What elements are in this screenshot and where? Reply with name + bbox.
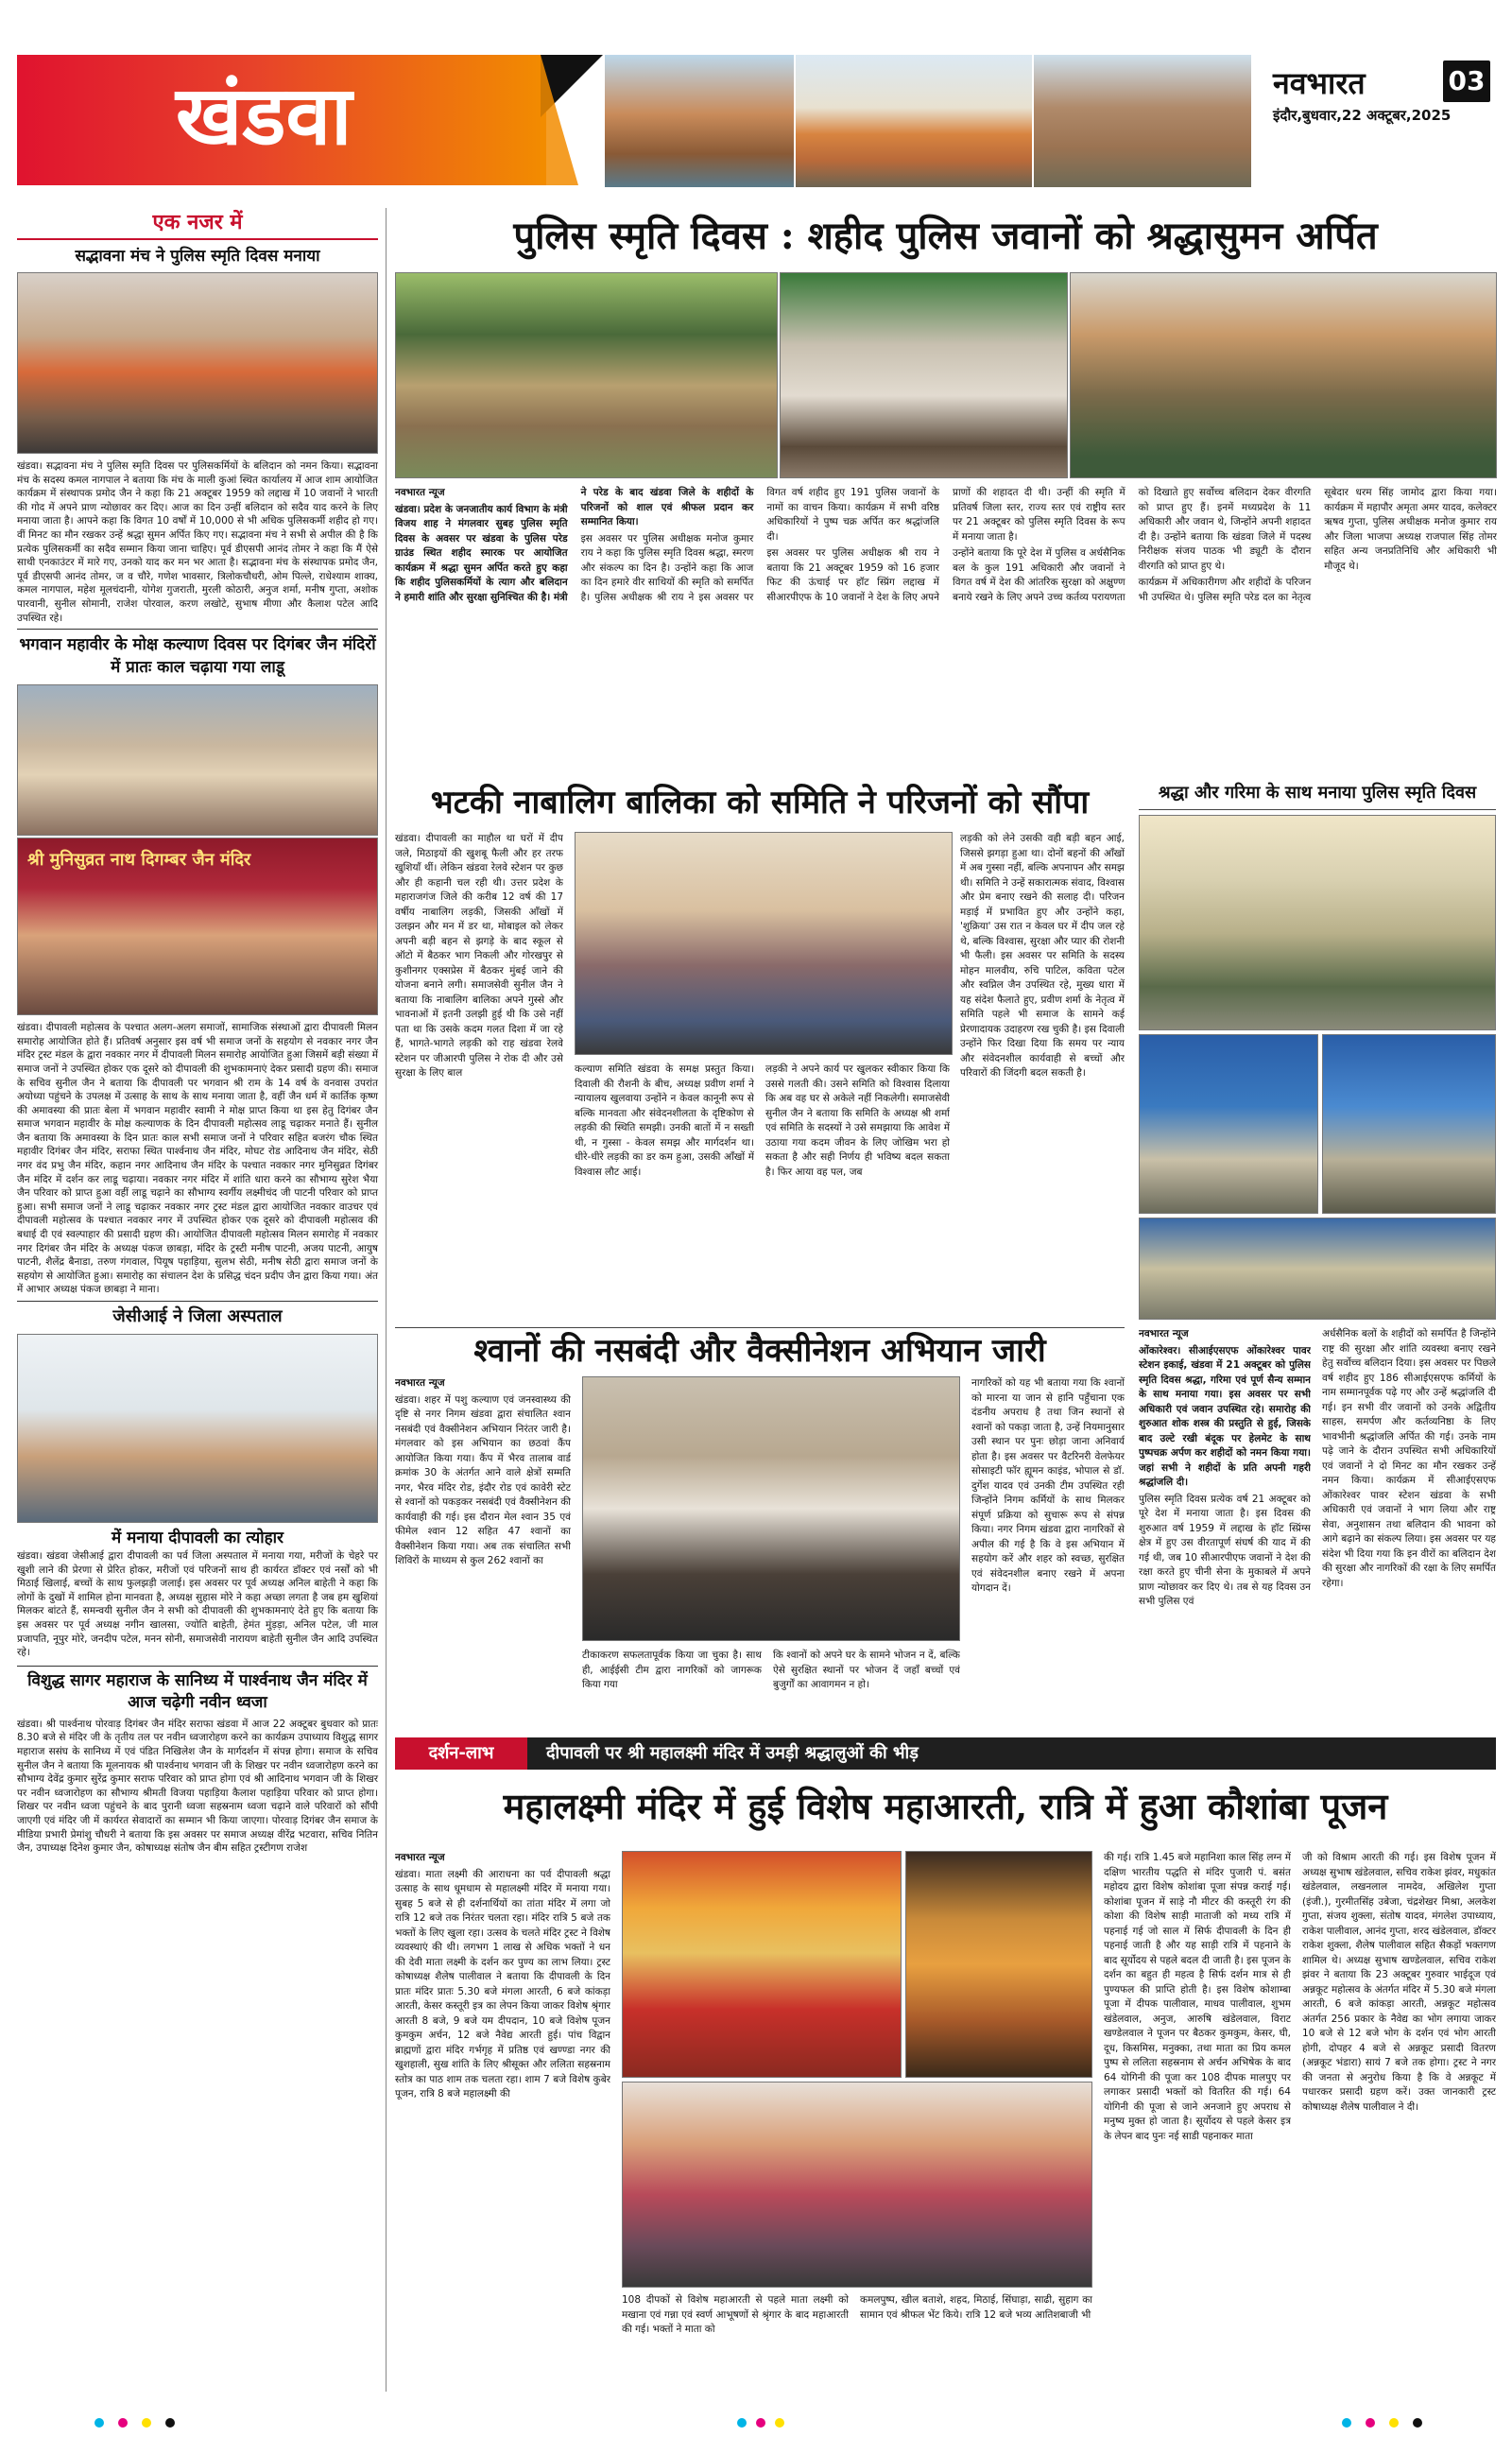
sidebar-story-1 (17, 246, 378, 625)
paragraph: इस अवसर पर पुलिस अधीक्षक मनोज कुमार राय ने कहा कि पुलिस स्मृति दिवस श्रद्धा, स्मरण और संकल्प का दिन है। उन्होंने कहा कि आज का दिन हमारे वीर साथियों की स्मृति को समर्पित है। पुलिस अधीक्षक श्री राय ने इस अवसर पर विगत वर्ष शहीद हुए 191 पुलिस जवानों के नामों का वाचन किया। कार्यक्रम में सभी वरिष्ठ अधिकारियों ने पुष्प चक्र अर्पित कर श्रद्धांजलि दी। (580, 487, 939, 603)
sidebar-story-1-body: खंडवा। सद्भावना मंच ने पुलिस स्मृति दिवस पर पुलिसकर्मियों के बलिदान को नमन किया। सद्भावना मंच के सदस्य कमल नागपाल ने बताया कि मंच के माली कुआं स्थित कार्यालय में आज शाम आयोजित कार्यक्रम में संस्थापक प्रमोद जैन ने कहा कि 21 अक्टूबर 1959 को लद्दाख में 10 जवानों ने भारती की गोद में अपने प्राण न्योछावर कर दिए। आज का दिन उन्हीं बलिदान को सदैव याद करने के लिए मनाया जाता है। आपने कहा कि विगत 10 वर्षों में 10,000 से भी अधिक पुलिसकर्मी शहीद हो गए। वीं मिनट का मौन रखकर उन्हें श्रद्धा सुमन अर्पित किए गए। सद्भावना मंच ने सभी से अपील की है कि प्रत्येक पुलिसकर्मी का सदैव सम्मान किया जाना चाहिए। पूर्व डीएसपी आनंद तोमर ने कहा कि मैं ऐसे साथी एनकाउंटर में मारे गए, उनको याद कर मन भर आता है। सद्भावना मंच के संस्थापक प्रमोद जैन, पूर्व डीएसपी आनंद तोमर, ज व चौरे, गणेश भावसार, त्रिलोकचौधरी, ओम पिल्ले, राधेश्याम शाक्य, कमल नागपाल, महेश मूलचंदानी, योगेश गुजराती, मुरली कोठारी, अनुज शर्मा, मनीष गुप्ता, अशोक पारवानी, सुनील सोमानी, राजेश पोरवाल, करण लखोटे, सुभाष मीणा और कैलाश पटेल आदि उपस्थित रहे। (17, 460, 378, 624)
mahalakshmi-caption-2: कमलपुष्प, खील बताशे, शहद, मिठाई, सिंघाड़ा, साढी, सुहाग का सामान एवं श्रीफल भेंट किये। रात्रि 12 बजे भव्य आतिशबाजी भी (860, 2294, 1092, 2321)
registration-dot (118, 2418, 128, 2428)
sidebar-story-3-subtitle: में मनाया दीपावली का त्योहार (111, 1529, 284, 1547)
registration-dot (94, 2418, 104, 2428)
article-mahalakshmi-title: महालक्ष्मी मंदिर में हुई विशेष महाआरती, रात्रि में हुआ कौशांबा पूजन (503, 1785, 1388, 1827)
dog-vaccination-photo (582, 1376, 960, 1641)
header-photo-fort (1034, 55, 1251, 187)
mahalakshmi-col-1 (395, 1851, 610, 2397)
registration-dot (142, 2418, 151, 2428)
lead-paragraph: ओंकारेश्वर। सीआईएसएफ ओंकारेश्वर पावर स्टेशन इकाई, खंडवा में 21 अक्टूबर को पुलिस स्मृति दिवस श्रद्धा, गरिमा एवं पूर्ण सैन्य सम्मान के साथ मनाया गया। इस अवसर पर सभी अधिकारी एवं जवान उपस्थित रहे। समारोह की शुरुआत शोक शस्त्र की प्रस्तुति से हुई, जिसके बाद उल्टे रखी बंदूक पर हेलमेट के साथ पुष्पचक्र अर्पण कर शहीदों को नमन किया गया। जहां सभी ने शहीदों के प्रति अपनी गहरी श्रद्धांजलि दी। (1139, 1344, 1311, 1488)
article-police-day-title: पुलिस स्मृति दिवस : शहीद पुलिस जवानों को श्रद्धासुमन अर्पित (513, 214, 1378, 258)
cisf-photo-2 (1139, 1034, 1318, 1214)
article-minor-girl-title: भटकी नाबालिग बालिका को समिति ने परिजनों को सौंपा (430, 784, 1090, 821)
page-number: 03 (1443, 60, 1490, 102)
minor-girl-col-1: खंडवा। दीपावली का माहौल था घरों में दीप जले, मिठाइयों की खुशबू फैली और हर तरफ खुशियाँ थीं। लेकिन खंडवा रेलवे स्टेशन पर कुछ और ही कहानी चल रही थी। उत्तर प्रदेश के महाराजगंज जिले की करीब 12 वर्ष की 17 वर्षीय नाबालिग लड़की, जिसकी आँखों में उलझन और मन में डर था, मोबाइल को लेकर अपनी बड़ी बहन से झगड़े के बाद स्कूल से ऑटो में बैठकर भाग निकली और गोरखपुर से कुशीनगर एक्सप्रेस में बैठकर मुंबई जाने की योजना बनाने लगी। समाजसेवी सुनील जैन ने बताया कि नाबालिग बालिका अपने गुस्से और भावनाओं में इतनी उलझी हुई थी कि उसे नहीं पता था कि उसके कदम गलत दिशा में जा रहे हैं, भागते-भागते लड़की को राह खंडवा रेलवे स्टेशन पर जीआरपी पुलिस ने रोक दी और उसे सुरक्षा के लिए बाल (395, 833, 563, 1079)
sidebar-story-2 (17, 629, 378, 1297)
priest-aarti-photo (905, 1851, 1092, 2078)
article-police-day (395, 208, 1496, 775)
dateline: नवभारत न्यूज (395, 1852, 445, 1863)
devotees-crowd-photo (622, 2082, 1092, 2288)
masthead (0, 0, 1512, 203)
paragraph: कार्यक्रम में अधिकारीगण और शहीदों के परिजन भी उपस्थित थे। पुलिस स्मृति परेड दल का नेतृत्व सूबेदार धरम सिंह जामोद द्वारा किया गया। कार्यक्रम में महापौर अमृता अमर यादव, कलेक्टर ऋषव गुप्ता, पुलिस अधीक्षक मनोज कुमार राय और जिला भाजपा अध्यक्ष राजपाल सिंह तोमर सहित अन्य जनप्रतिनिधि और अधिकारी भी मौजूद थे। (1138, 487, 1497, 603)
article-dogs (395, 1327, 1125, 1734)
sidebar-story-4-body: खंडवा। श्री पार्श्वनाथ पोरवाड़ दिगंबर जैन मंदिर सराफा खंडवा में आज 22 अक्टूबर बुधवार को प्रातः 8.30 बजे से मंदिर जी के तृतीय तल पर नवीन ध्वजारोहण करने का कार्यक्रम उपाध्याय विशुद्ध सागर महाराज ससंघ के सानिध्य में एवं पंडित निखिलेश जैन के मार्गदर्शन में संपन्न होगा। समाज के सचिव सुनील जैन ने बताया कि मूलनायक श्री पार्श्वनाथ भगवान जी के शिखर पर नवीन ध्वजारोहण करने का सौभाग्य देवेंद्र कुमार सुरेंद्र कुमार सराफ परिवार को प्राप्त होगा एवं श्री आदिनाथ भगवान जी के शिखर पर नवीन ध्वजारोहण का सौभाग्य श्रीमती विजया पहाड़िया कैलाश पहाड़िया परिवार को प्राप्त होगा। शिखर पर नवीन ध्वजा पहुंचने के बाद पुरानी ध्वजा सहस्रनाम ध्वजा चढ़ाने वाले परिवारों को सौंपी जाएगी एवं मंदिर जी में कार्यरत सेवादारों का सम्मान भी किया जाएगा। पोरवाड़ दिगंबर जैन समाज के मीडिया प्रभारी प्रेमांशु चौधरी ने बताया कि इस अवसर पर समाज अध्यक्ष वीरेंद्र भटवारा, सचिव नितिन जैन, उपाध्यक्ष दिनेश कुमार जैन, कोषाध्यक्ष संतोष जैन बीम सहित ट्रस्टीगण राजेश (17, 1718, 378, 1855)
print-registration-bar (0, 2409, 1512, 2437)
minor-girl-col-3: लड़की ने अपने कार्य पर खुलकर स्वीकार किया कि उससे गलती की। उसने समिति को विश्वास दिलाया कि अब वह घर से अकेले नहीं निकलेगी। समाजसेवी सुनील जैन ने बताया कि समिति के अध्यक्ष श्री शर्मा एवं समिति के सदस्यों ने उसे समझाया कि आवेश में उठाया गया कदम जीवन के लिए जोखिम भरा हो सकता है और सही निर्णय ही भविष्य बदल सकता है। फिर आया वह पल, जब (765, 1063, 950, 1178)
registration-dot (756, 2418, 765, 2428)
dogs-col-3: कि श्वानों को अपने घर के सामने भोजन न दें, बल्कि ऐसे सुरक्षित स्थानों पर भोजन दें जहाँ बच्चों एवं बुजुर्गों का आवागमन न हो। (773, 1650, 960, 1690)
article-cisf-text (1139, 1327, 1496, 1734)
minister-salute-photo (780, 272, 1068, 478)
paragraph: इस अवसर पर पुलिस अधीक्षक श्री राय ने बताया कि 21 अक्टूबर 1959 को 16 हजार फिट की ऊंचाई पर हॉट स्प्रिंग लद्दाख में सीआरपीएफ के 10 जवानों ने देश के लिए अपने प्राणों की शहादत दी थी। उन्हीं की स्मृति में प्रतिवर्ष जिला स्तर, राज्य स्तर एवं राष्ट्रीय स्तर पर 21 अक्टूबर को पुलिस स्मृति दिवस के रूप में मनाया जाता है। (766, 487, 1125, 603)
sidebar-story-2-photo-top (17, 684, 378, 836)
sidebar-story-1-photo (17, 272, 378, 454)
sidebar-story-1-title: सद्भावना मंच ने पुलिस स्मृति दिवस मनाया (75, 247, 320, 266)
brand-block (1262, 57, 1498, 151)
sidebar-story-3 (17, 1301, 378, 1660)
dateline: नवभारत न्यूज (1139, 1328, 1189, 1339)
dogs-col-2: टीकाकरण सफलतापूर्वक किया जा चुका है। साथ ही, आईईसी टीम द्वारा नागरिकों को जागरूक किया गया (582, 1650, 762, 1690)
dateline: नवभारत न्यूज (395, 1377, 445, 1389)
dogs-col-4: नागरिकों को यह भी बताया गया कि श्वानों को मारना या जान से हानि पहुँचाना एक दंडनीय अपराध है तथा जिन स्थानों से श्वानों को पकड़ा जाता है, उन्हें नियमानुसार उसी स्थान पर पुनः छोड़ा जाना अनिवार्य होता है। इस अवसर पर वैटरिनरी वेलफेयर सोसाइटी फॉर ह्यूमन काइंड, भोपाल से डॉ. दुर्गेश यादव एवं उनकी टीम उपस्थित रही जिन्होंने निगम कर्मियों के साथ मिलकर संपूर्ण प्रक्रिया को सुचारू रूप से संपन्न किया। नगर निगम खंडवा द्वारा नागरिकों से अपील की गई है कि वे इस अभियान में सहयोग करें और शहर को स्वच्छ, सुरक्षित एवं संवेदनशील बनाए रखने में अपना योगदान दें। (971, 1377, 1125, 1594)
cisf-photo-1 (1139, 815, 1496, 1030)
article-mahalakshmi (395, 1773, 1496, 2397)
sidebar-story-3-body: खंडवा। खंडवा जेसीआई द्वारा दीपावली का पर्व जिला अस्पताल में मनाया गया, मरीजों के चेहरे पर खुशी लाने की प्रेरणा से प्रेरित होकर, मरीजों एवं परिजनों साथ ही कार्यरत डॉक्टर एवं नर्सों को भी मिठाई खिलाई, बच्चों के साथ फुलझड़ी जलाई। इस अवसर पर पूर्व अध्यक्ष अनिल बाहेती ने कहा कि लोगों के दुखों में शामिल होना मानवता है, अध्यक्ष सुहास मोरे ने कहा अच्छा लगता है जब हम खुशियां मिलकर बांटते हैं, समन्वयी सुनील जैन ने सभी को दीपावली की शुभकामनाएं देते हुए कि बताया कि इस अवसर पर पूर्व अध्यक्ष नगीन खालसा, ज्योति बाहेती, हेमंत मुंड़ड़ा, अनिल पटेल, जी माल प्रजापति, नूपुर मोरे, जनदीप पटेल, मनन सोनी, समाजसेवी नारायण बाहेती सुनील जैन आदि उपस्थित रहे। (17, 1550, 378, 1659)
sidebar-story-3-title: जेसीआई ने जिला अस्पताल (112, 1306, 283, 1326)
sidebar-story-4-title: विशुद्ध सागर महाराज के सानिध्य में पार्श्वनाथ जैन मंदिर में आज चढ़ेगी नवीन ध्वजा (27, 1670, 368, 1712)
header-photo-temple (796, 55, 1032, 187)
sidebar-story-2-photo-bottom (17, 838, 378, 1015)
strip-text: दीपावली पर श्री महालक्ष्मी मंदिर में उमड़ी श्रद्धालुओं की भीड़ (546, 1743, 919, 1763)
article-minor-girl (395, 777, 1125, 1325)
police-parade-photo (395, 272, 778, 478)
article-police-day-body (395, 486, 1497, 760)
cisf-photo-3 (1322, 1034, 1496, 1214)
minor-girl-col-4: लड़की को लेने उसकी वही बड़ी बहन आई, जिससे झगड़ा हुआ था। दोनों बहनों की आँखों में अब गुस्सा नहीं, बल्कि अपनापन और समझ थी। समिति ने उन्हें सकारात्मक संवाद, विश्वास और प्रेम बनाए रखने की सलाह दी। परिजन मड़ाई में प्रभावित हुए और उन्होंने कहा, 'शुक्रिया' उस रात न केवल घर में दीप जल रहे थे, बल्कि विश्वास, सुरक्षा और प्यार की रोशनी भी फैली। इस अवसर पर समिति के सदस्य मोहन मालवीय, रुचि पाटिल, कविता पटेल और स्वप्निल जैन उपस्थित रहे, मुख्य धारा में यह संदेश फैलाते हुए, प्रवीण शर्मा के नेतृत्व में समिति पहले भी समाज के सामने कई प्रेरणादायक उदाहरण रख चुकी है। इस दिवाली उन्होंने फिर दिखा दिया कि समय पर न्याय और संवेदनशील कार्यवाही से बच्चों और परिवारों की जिंदगी बदल सकती है। (960, 833, 1125, 1079)
cisf-photo-4 (1139, 1218, 1496, 1320)
dogs-col-1 (395, 1376, 571, 1734)
paragraph: पुलिस स्मृति दिवस प्रत्येक वर्ष 21 अक्टूबर को पूरे देश में मनाया जाता है। इस दिवस की शुरुआत वर्ष 1959 में लद्दाख के हॉट स्प्रिंग्स क्षेत्र में हुए उस वीरतापूर्ण संघर्ष की याद में की गई थी, जब 10 सीआरपीएफ जवानों ने देश की रक्षा करते हुए चीनी सेना के मुकाबले में अपने प्राण न्योछावर कर दिए थे। तब से यह दिवस उन सभी पुलिस एवं (1139, 1493, 1311, 1607)
section-title: खंडवा (176, 69, 352, 164)
sidebar-story-2-title: भगवान महावीर के मोक्ष कल्याण दिवस पर दिगंबर जैन मंदिरों में प्रातः काल चढ़ाया गया लाडू (19, 635, 376, 678)
mahalakshmi-col-4: जी को विश्राम आरती की गई। इस विशेष पूजन में अध्यक्ष सुभाष खंडेलवाल, सचिव राकेश झंवर, मधुकांत खंडेलवाल, लखनलाल नामदेव, अखिलेश गुप्ता (इंजी.), गुरमीतसिंह उबेजा, चंद्रशेखर मिश्रा, अलकेश गुप्ता, संजय शुक्ला, संतोष यादव, मंगलेश उपाध्याय, राकेश पालीवाल, आनंद गुप्ता, शरद खंडेलवाल, डॉक्टर राकेश शुक्ला, शैलेष पालीवाल सहित सैकड़ों भक्तगण शामिल थे। अध्यक्ष सुभाष खण्डेलवाल, सचिव राकेश झंवर ने बताया कि 23 अक्टूबर गुरुवार भाईदूज एवं अन्नकूट महोत्सव के अंतर्गत मंदिर में 5.30 बजे मंगला आरती, 6 बजे कांकड़ा आरती, अन्नकूट महोत्सव अंतर्गत 256 प्रकार के नैवेद्य का भोग लगाया जाकर 10 बजे से 12 बजे भोग के दर्शन एवं भोग आरती होगी, दोपहर 4 बजे से अन्नकूट प्रसादी वितरण (अन्नकूट भंडारा) सायं 7 बजे तक होगा। ट्रस्ट ने नगर की जनता से अनुरोध किया है कि वे अन्नकूट में पधारकर प्रसादी ग्रहण करें। उक्त जानकारी ट्रस्ट कोषाध्यक्ष शैलेष पालीवाल ने दी। (1302, 1852, 1496, 2113)
temple-banner-text: श्री मुनिसुव्रत नाथ दिगम्बर जैन मंदिर (27, 850, 251, 871)
sidebar-kicker-label: एक नजर में (152, 211, 243, 234)
lead-paragraph: खंडवा। प्रदेश के जनजातीय कार्य विभाग के मंत्री विजय शाह ने मंगलवार सुबह पुलिस स्मृति दिवस के अवसर पर खंडवा के पुलिस परेड ग्राउंड स्थित शहीद स्मारक पर आयोजित कार्यक्रम में श्रद्धा सुमन अर्पित करते हुए कहा कि शहीद पुलिसकर्मियों के त्याग और बलिदान ने हमारी शांति और सुरक्षा सुनिश्चित की है। मंत्री ने परेड के बाद खंडवा जिले के शहीदों के परिजनों को शाल एवं श्रीफल प्रदान कर सम्मानित किया। (395, 487, 754, 603)
sidebar-kicker (17, 208, 378, 240)
registration-dot (165, 2418, 175, 2428)
sidebar-story-4 (17, 1666, 378, 1856)
masthead-orange-triangle (541, 55, 578, 185)
dateline: नवभारत न्यूज (395, 487, 445, 498)
sidebar-divider (386, 208, 387, 2392)
brand-name: नवभारत (1273, 65, 1366, 101)
sidebar (17, 208, 378, 2396)
sidebar-story-2-body: खंडवा। दीपावली महोत्सव के पश्चात अलग-अलग समाजों, सामाजिक संस्थाओं द्वारा दीपावली मिलन समारोह आयोजित होते हैं। प्रतिवर्ष अनुसार इस वर्ष भी समाज जनों के सहयोग से नवकार नगर जैन मंदिर ट्रस्ट मंडल के द्वारा नवकार नगर में दीपावली मिलन समारोह आयोजित हुआ जिसमें बड़ी संख्या में समाज जनों ने उपस्थित होकर एक दूसरे को दीपावली की शुभकामनाएं देकर प्रसादी ग्रहण की। समाज के सचिव सुनील जैन ने बताया कि दीपावली पर भगवान श्री राम के 14 वर्ष के वनवास उपरांत अयोध्या पहुंचने के उपलक्ष में उत्साह के साथ के साथ मनाया जाता है, वहीं जैन धर्म में कार्तिक कृष्ण की अमावस्या की प्रातः बेला में भगवान महावीर स्वामी ने मोक्ष प्राप्त किया था इस हेतु दिगंबर जैन समाज भगवान महावीर के मोक्ष कल्याणक के दिन दीपावली महोत्सव लाडू चढ़ाकर मनाते हैं। सुनील जैन बताया कि अमावस्या के दिन प्रातः काल सभी समाज जनों ने परिवार सहित बजरंग चौक स्थित महावीर दिगंबर जैन मंदिर, सराफा स्थित पार्श्वनाथ जैन मंदिर, मोघट रोड आदिनाथ जैन मंदिर, सेठी नगर वंद प्रभु जैन मंदिर, कहान नगर आदिनाथ जैन मंदिर के पश्चात नवकार नगर मुनिसुव्रत दिगंबर जैन मंदिर में दर्शन कर लाडू चढ़ाया। नवकार नगर मंदिर में शांति धारा करने का सौभाग्य सुरेश भैया जैन परिवार को प्राप्त हुआ वहीं लाडू चढ़ाने का सौभाग्य स्वर्गीय लक्ष्मीचंद जी पाटनी परिवार को प्राप्त हुआ। सभी समाज जनों ने लाडू चढ़ाकर नवकार नगर ट्रस्ट मंडल द्वारा आयोजित नवकार वाउचर एवं दीपावली महोत्सव के पश्चात नवकार नगर में उपस्थित होकर एक दूसरे को दीपावली महोत्सव की बधाई दी एवं स्वल्पाहार की प्रसादी ग्रहण की। आयोजित दीपावली महोत्सव मिलन समारोह में नवकार नगर दिगंबर जैन मंदिर के अध्यक्ष पंकज छाबड़ा, मंदिर के ट्रस्टी मनीष पाटनी, अजय पाटनी, आयुष पाटनी, शैलेंद्र बैनाडा, तरुण गंगवाल, पियूष पहाड़िया, सुलभ सेठी, मनीष सेठी द्वारा समाज जनों के सहयोग से आयोजित हुआ। समारोह का संचालन देश के प्रसिद्ध चंदन प्रदीप जैन द्वारा किया गया। अंत में आभार अध्यक्ष पंकज छाबड़ा ने माना। (17, 1022, 378, 1296)
darshan-strip (395, 1737, 1496, 1770)
article-cisf-title: श्रद्धा और गरिमा के साथ मनाया पुलिस स्मृति दिवस (1139, 777, 1496, 810)
paragraph: उन्होंने बताया कि पूरे देश में पुलिस व अर्धसैनिक बल के कुल 191 अधिकारी और जवानों ने विगत वर्ष में देश की आंतरिक सुरक्षा को अक्षुण्ण बनाये रखने के लिए अपने उच्च कर्तव्य परायणता को दिखाते हुए सर्वोच्च बलिदान देकर वीरगति को प्राप्त हुए हैं। इनमें मध्यप्रदेश के 11 अधिकारी और जवान थे, जिन्होंने अपनी शहादत दी है। उन्होंने बताया कि खंडवा जिले में पदस्थ निरीक्षक संजय पाठक भी ड्यूटी के दौरान वीरगति को प्राप्त हुए थे। (952, 487, 1312, 603)
registration-dot (737, 2418, 747, 2428)
registration-dot (1342, 2418, 1351, 2428)
paragraph: खंडवा। शहर में पशु कल्याण एवं जनस्वास्थ्य की दृष्टि से नगर निगम खंडवा द्वारा संचालित श्वान नसबंदी एवं वैक्सीनेशन अभियान निरंतर जारी है। मंगलवार को इस अभियान का छठवां कैंप आयोजित किया गया। कैंप में भैरव तालाब वार्ड क्रमांक 30 के अंतर्गत आने वाले क्षेत्रों सम्मति नगर, भैरव मंदिर रोड, इंदौर रोड एवं कावेरी स्टेट से श्वानों को पकड़कर नसबंदी एवं वैक्सीनेशन की कार्यवाही की गई। इस दौरान मेल श्वान 35 एवं फीमेल श्वान 12 सहित 47 श्वानों का वैक्सीनेशन किया गया। अब तक संचालित सभी शिविरों के माध्यम से कुल 262 श्वानों का (395, 1393, 571, 1566)
mahalakshmi-caption-1: 108 दीपकों से विशेष महाआरती से पहले माता लक्ष्मी को मखाना एवं गन्ना एवं स्वर्ण आभूषणों से श्रृंगार के बाद महाआरती की गई। भक्तों ने माता को (622, 2294, 849, 2335)
masthead-section-banner (17, 55, 546, 185)
cisf-col-1 (1139, 1327, 1311, 1734)
article-dogs-title: श्वानों की नसबंदी और वैक्सीनेशन अभियान जारी (395, 1327, 1125, 1374)
cisf-col-2: अर्धसैनिक बलों के शहीदों को समर्पित है जिन्होंने राष्ट्र की सुरक्षा और शांति व्यवस्था बनाए रखने हेतु सर्वोच्च बलिदान दिया। इस अवसर पर पिछले वर्ष शहीद हुए 186 सीआईएसएफ कर्मियों के नाम सम्मानपूर्वक पढ़े गए और उन्हें श्रद्धांजलि दी गई। इन सभी वीर जवानों को उनके अद्वितीय साहस, समर्पण और कर्तव्यनिष्ठा के लिए भावभीनी श्रद्धांजलि अर्पित की गई। उनके नाम पढ़े जाने के दौरान उपस्थित सभी अधिकारियों एवं जवानों ने दो मिनट का मौन रखकर उन्हें नमन किया। कार्यक्रम में सीआईएसएफ ओंकारेश्वर पावर स्टेशन खंडवा के सभी अधिकारी एवं जवानों ने भाग लिया और राष्ट्र सेवा, अनुशासन तथा बलिदान की भावना को आगे बढ़ाने का संकल्प लिया। इस अवसर पर यह संदेश भी दिया गया कि इन वीरों का बलिदान देश की सुरक्षा और नागरिकों की रक्षा के लिए समर्पित रहेगा। (1322, 1328, 1496, 1589)
sidebar-story-3-photo (17, 1334, 378, 1523)
minor-girl-col-2: कल्याण समिति खंडवा के समक्ष प्रस्तुत किया। दिवाली की रौशनी के बीच, अध्यक्ष प्रवीण शर्मा ने न्यायालय खुलवाया उन्होंने न केवल कानूनी रूप से बल्कि मानवता और संवेदनशीलता के दृष्टिकोण से लड़की की स्थिति समझी। उनकी बातों में न सख्ती थी, न गुस्सा - केवल समझ और मार्गदर्शन था। धीरे-धीरे लड़की का डर कम हुआ, उसकी आँखों में विश्वास लौट आई। (575, 1063, 754, 1178)
registration-dot (1413, 2418, 1422, 2428)
registration-dot (1389, 2418, 1399, 2428)
registration-dot (775, 2418, 784, 2428)
mahalakshmi-idol-photo (622, 1851, 902, 2078)
strip-label: दर्शन-लाभ (395, 1737, 527, 1770)
paragraph: खंडवा। माता लक्ष्मी की आराधना का पर्व दीपावली श्रद्धा उत्साह के साथ धूमधाम से महालक्ष्मी मंदिर में मनाया गया। सुबह 5 बजे से ही दर्शनार्थियों का तांता मंदिर में लगा जो रात्रि 12 बजे तक निरंतर चलता रहा। मंदिर रात्रि 5 बजे तक भक्तों के लिए खुला रहा। उत्सव के चलते मंदिर ट्रस्ट ने विशेष व्यवस्थाएं की थी। लगभग 1 लाख से अधिक भक्तों ने धन की देवी माता लक्ष्मी के दर्शन कर पुण्य का लाभ लिया। ट्रस्ट कोषाध्यक्ष शैलेष पालीवाल ने बताया कि दीपावली के दिन प्रातः मंदिर प्रातः 5.30 बजे मंगला आरती, 6 बजे कांकड़ा आरती, केसर कस्तूरी इत्र का लेपन किया जाकर विशेष श्रृंगार आरती 8 बजे, 9 बजे यम दीपदान, 10 बजे विशेष पूजन कुमकुम अर्चन, 12 बजे नैवेद्य आरती हुई। पांच विद्वान ब्राह्मणों द्वारा मंदिर गर्भगृह में प्रतिष्ठ एवं खण्ण्डा नगर की खुशहाली, सुख शांति के लिए श्रीसूक्त और ललिता सहस्रनाम स्तोत्र का पाठ शाम तक चलता रहा। शाम 7 बजे विशेष कुबेर पूजन, रात्रि 8 बजे महालक्ष्मी की (395, 1868, 610, 2100)
header-photo-ghat (605, 55, 794, 187)
registration-dot (1366, 2418, 1375, 2428)
dateline: इंदौर,बुधवार,22 अक्टूबर,2025 (1273, 107, 1452, 124)
minor-girl-photo (575, 832, 953, 1055)
mahalakshmi-col-3: की गई। रात्रि 1.45 बजे महानिशा काल सिंह लग्न में दक्षिण भारतीय पद्धति से मंदिर पुजारी पं. बसंत महोदय द्वारा विशेष कोशांबा पूजा संपन्न कराई गई। कोशांबा पूजन में साड़े नौ मीटर की कस्तूरी रंग की कोशा की विशेष साड़ी माताजी को मध्य रात्रि में पहनाई गई जो साल में सिर्फ दीपावली के दिन ही पहनाई जाती है और यह साड़ी रात्रि में पहनाने के बाद सूर्योदय से पहले बदल दी जाती है। इस पूजन के दर्शन का बहुत ही महत्व है सिर्फ दर्शन मात्र से ही पुण्यफल की प्राप्ति होती है। इस विशेष कोशाम्बा पूजा में दीपक पालीवाल, माधव पालीवाल, शुभम खंडेलवाल, अनुज, आरुषि खंडेलवाल, विराट खण्डेलवाल ने पूजन पर बैठकर कुमकुम, केसर, घी, दूध, किसमिस, मनुक्का, तथा माता का प्रिय कमल पुष्प से ललिता सहस्रनाम से अर्चन अभिषेक के बाद 64 योगिनी की पूजा कर 108 दीपक मालपुए पर लगाकर प्रसादी भक्तों को वितरित की गई। 64 योगिनी की पूजा से जाने अनजाने हुए अपराध से मनुष्य मुक्त हो जाता है। सूर्योदय से पहले केसर इत्र के लेपन बाद पुनः नई साडी पहनाकर माता (1104, 1852, 1291, 2142)
officers-photo (1070, 272, 1497, 478)
